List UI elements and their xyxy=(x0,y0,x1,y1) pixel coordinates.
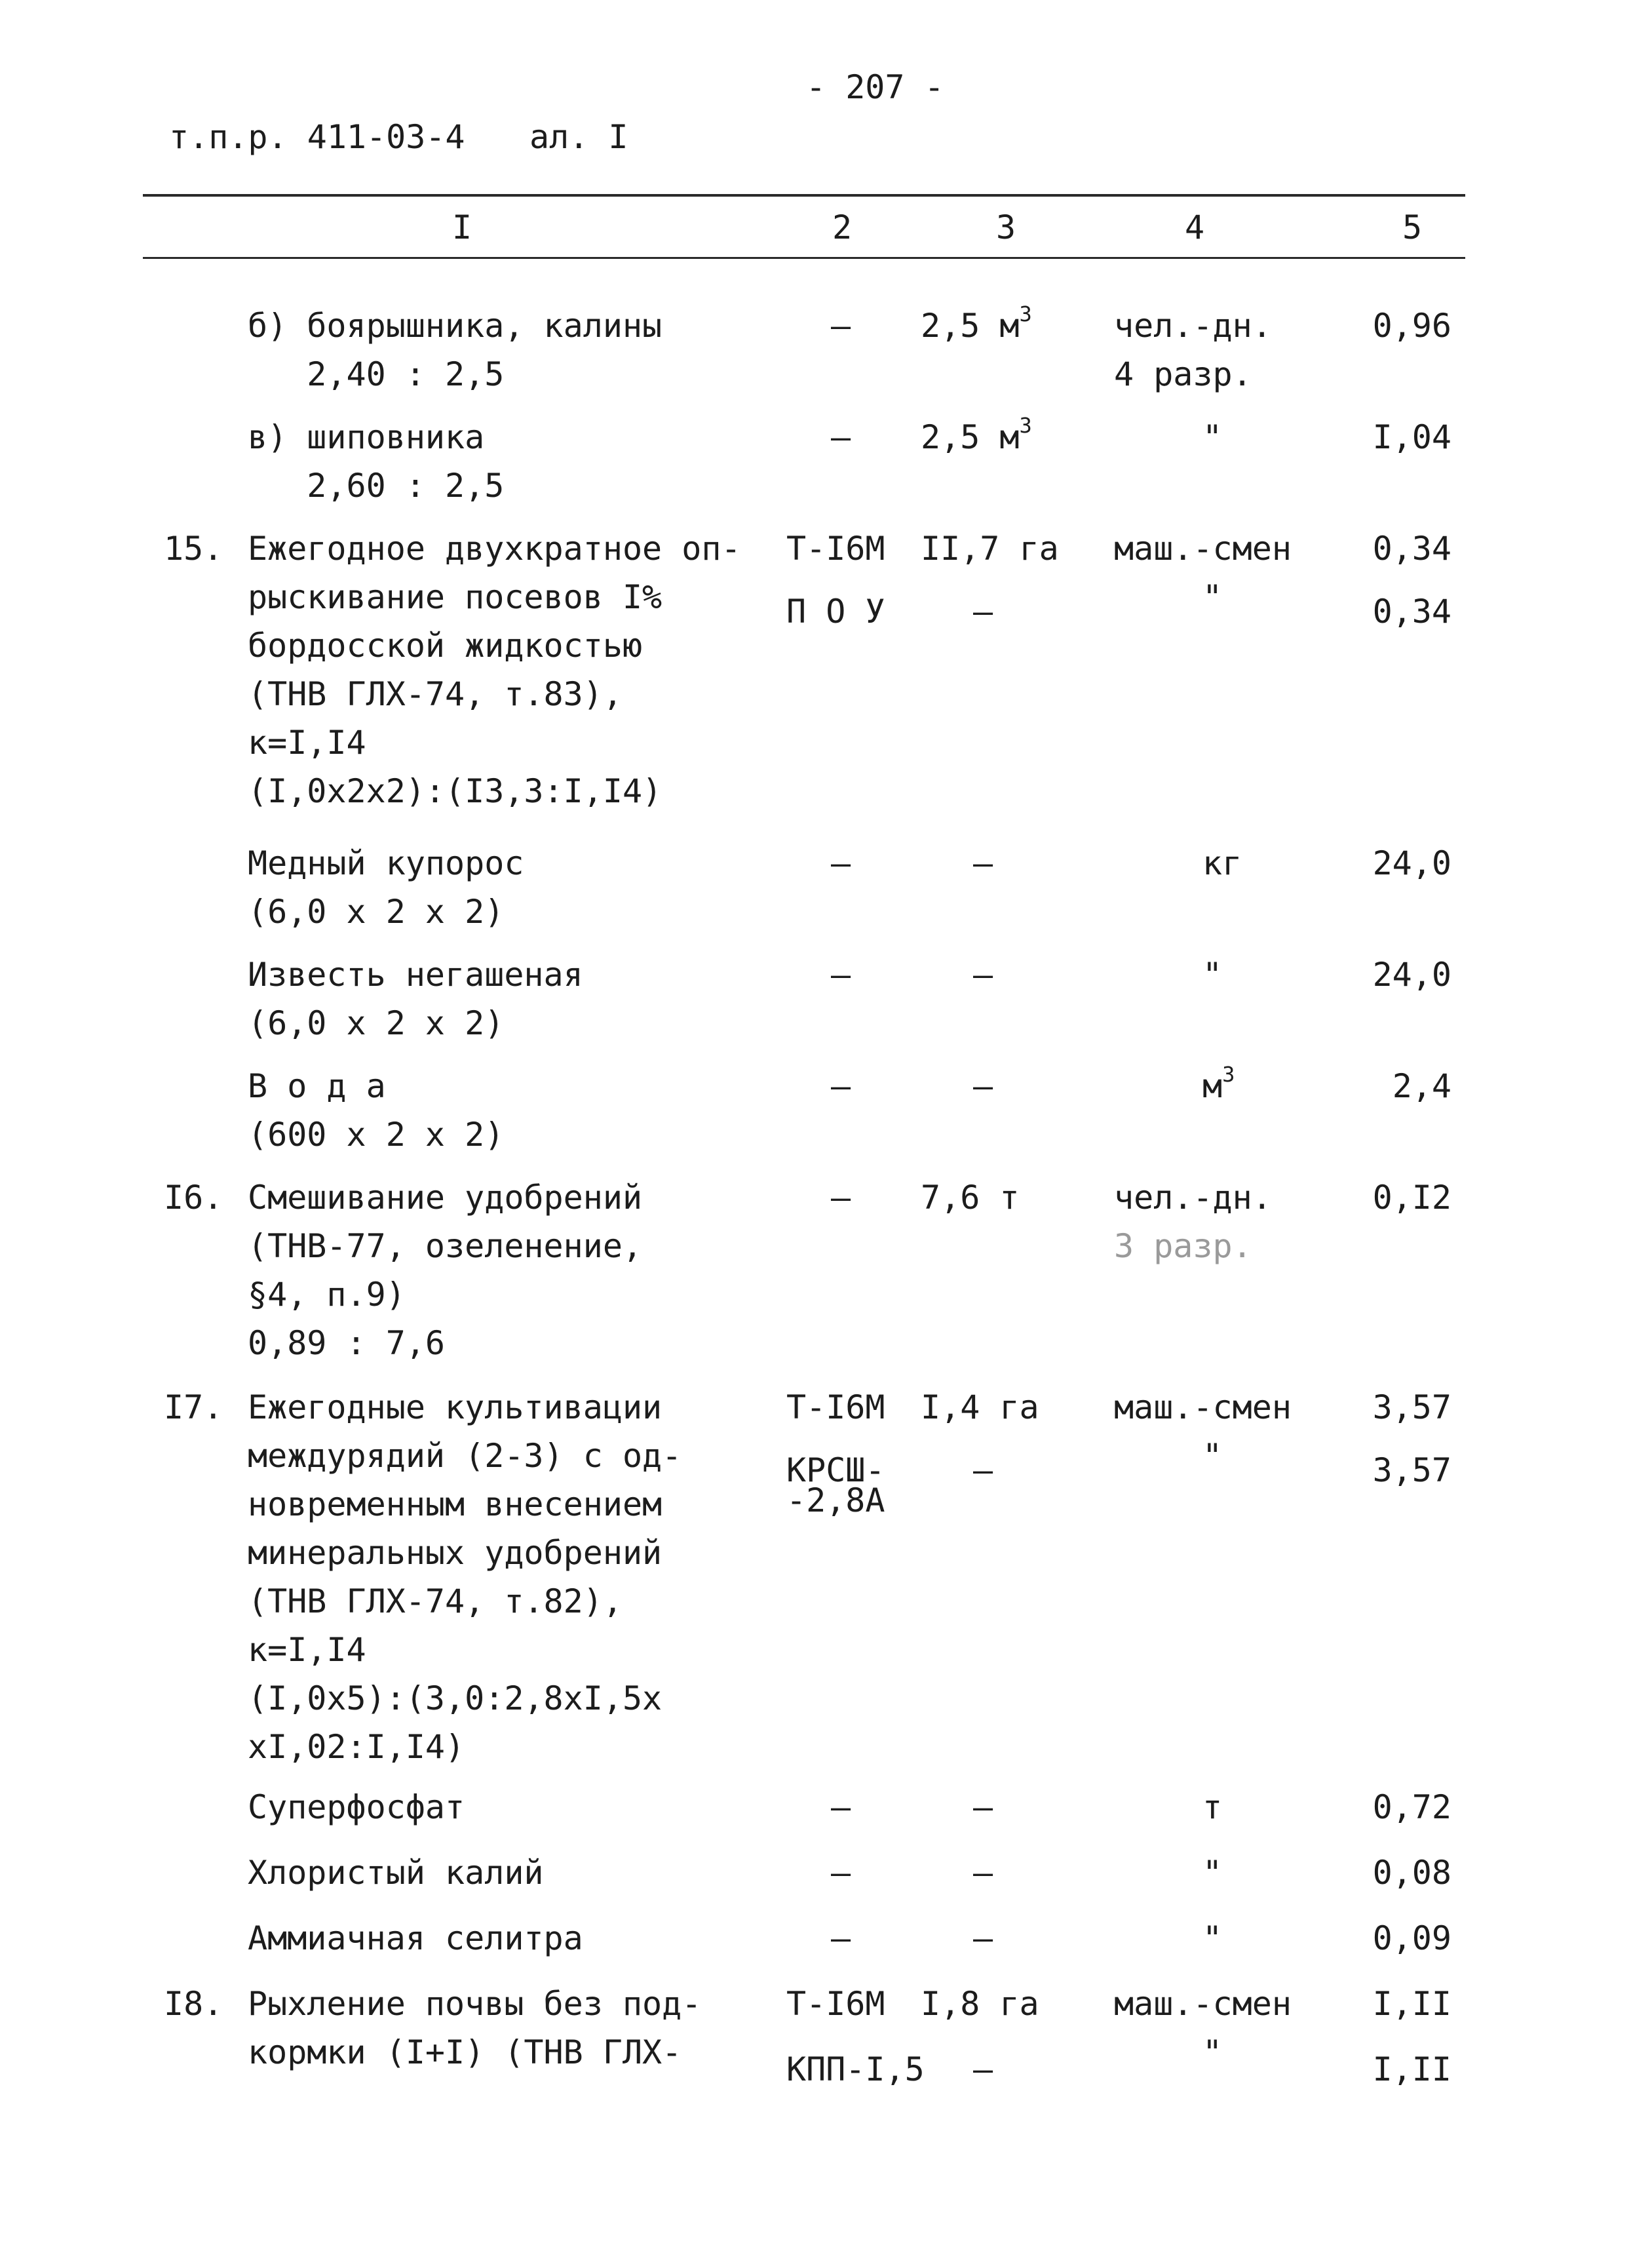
cell-col-4: $м^3$ xyxy=(1202,1062,1235,1105)
row-number: I8. xyxy=(164,1985,223,2023)
row-description-line: междурядий (2-3) с од- xyxy=(248,1437,682,1475)
superscript-3: 3 xyxy=(1019,413,1032,439)
row-description-line: (ТНВ ГЛХ-74, т.82), xyxy=(248,1582,623,1620)
column-header-4: 4 xyxy=(1185,208,1205,246)
cell-col-2: – xyxy=(831,1179,851,1217)
cell-col-5: 24,0 xyxy=(1372,956,1451,994)
cell-col-2: П О У xyxy=(786,593,885,631)
row-description-line: 0,89 : 7,6 xyxy=(248,1324,446,1362)
superscript-3: 3 xyxy=(1019,302,1032,327)
cell-col-3: – xyxy=(973,844,993,882)
row-description-line: В о д а xyxy=(248,1067,386,1105)
cell-col-2: КРСШ- xyxy=(786,1451,885,1489)
cell-col-4: кг xyxy=(1202,844,1242,882)
doc-reference: т.п.р. 411-03-4 xyxy=(169,118,465,156)
row-description-line: Ежегодные культивации xyxy=(248,1388,663,1426)
cell-col-3: I,4 га xyxy=(921,1388,1039,1426)
row-description-line: 2,60 : 2,5 xyxy=(248,467,505,505)
cell-col-3: – xyxy=(973,956,993,994)
cell-col-3: 2,5 $м^3$ xyxy=(921,302,1032,345)
row-description-line: к=I,I4 xyxy=(248,724,366,762)
row-description-line: Рыхление почвы без под- xyxy=(248,1985,702,2023)
row-description-line: (6,0 х 2 х 2) xyxy=(248,1004,505,1042)
row-description-line: к=I,I4 xyxy=(248,1631,366,1669)
cell-col-2: -2,8А xyxy=(786,1481,885,1519)
row-description-line: новременным внесением xyxy=(248,1485,663,1523)
cell-col-5: 0,I2 xyxy=(1372,1179,1451,1217)
cell-col-4: маш.-смен xyxy=(1114,1388,1292,1426)
row-description-line: Смешивание удобрений xyxy=(248,1179,643,1217)
row-number: I6. xyxy=(164,1179,223,1217)
row-description-line: Медный купорос xyxy=(248,844,524,882)
cell-col-3: II,7 га xyxy=(921,530,1059,568)
cell-col-4: " xyxy=(1202,2033,1223,2071)
cell-col-3: – xyxy=(973,1788,993,1826)
cell-col-2: – xyxy=(831,418,851,456)
column-header-1: I xyxy=(452,208,472,246)
cell-col-5: 0,34 xyxy=(1372,530,1451,568)
cell-col-5: 2,4 xyxy=(1392,1067,1451,1105)
table-top-rule xyxy=(143,194,1465,197)
cell-col-3: 2,5 $м^3$ xyxy=(921,413,1032,456)
cell-col-2: КПП-I,5 xyxy=(786,2050,925,2088)
row-description-line: Хлористый калий xyxy=(248,1854,544,1892)
cell-col-5: 0,34 xyxy=(1372,593,1451,631)
cell-col-4: " xyxy=(1202,418,1223,456)
row-description-line: Ежегодное двухкратное оп- xyxy=(248,530,741,568)
cell-col-5: 0,72 xyxy=(1372,1788,1451,1826)
column-header-2: 2 xyxy=(832,208,853,246)
cell-col-3: – xyxy=(973,2050,993,2088)
row-description-line: Аммиачная селитра xyxy=(248,1919,583,1957)
album-reference: ал. I xyxy=(529,118,628,156)
cell-col-2: – xyxy=(831,1788,851,1826)
row-description-line: бордосской жидкостью xyxy=(248,627,643,665)
row-description-line: (I,0х5):(3,0:2,8хI,5х xyxy=(248,1679,663,1717)
cell-col-4: 3 разр. xyxy=(1114,1227,1252,1265)
cell-col-5: I,II xyxy=(1372,1985,1451,2023)
cell-col-4: " xyxy=(1202,578,1223,616)
row-description-line: минеральных удобрений xyxy=(248,1534,663,1572)
cell-col-5: I,II xyxy=(1372,2050,1451,2088)
cell-col-4: чел.-дн. xyxy=(1114,1179,1272,1217)
superscript-3: 3 xyxy=(1222,1062,1235,1087)
cell-col-4: " xyxy=(1202,1437,1223,1475)
row-description-line: §4, п.9) xyxy=(248,1276,406,1314)
row-description-line: (6,0 х 2 х 2) xyxy=(248,893,505,931)
cell-col-4: " xyxy=(1202,1854,1223,1892)
cell-col-4: " xyxy=(1202,956,1223,994)
cell-col-3: I,8 га xyxy=(921,1985,1039,2023)
cell-col-4: т xyxy=(1202,1788,1223,1826)
cell-col-5: 3,57 xyxy=(1372,1388,1451,1426)
cell-col-2: – xyxy=(831,956,851,994)
cell-col-3: 7,6 т xyxy=(921,1179,1020,1217)
cell-col-2: – xyxy=(831,1067,851,1105)
row-number: 15. xyxy=(164,530,223,568)
cell-col-3: – xyxy=(973,593,993,631)
cell-col-4: маш.-смен xyxy=(1114,1985,1292,2023)
cell-col-2: Т-I6М xyxy=(786,1388,885,1426)
row-description-line: (I,0х2х2):(I3,3:I,I4) xyxy=(248,772,663,810)
row-number: I7. xyxy=(164,1388,223,1426)
row-description-line: хI,02:I,I4) xyxy=(248,1728,465,1766)
cell-col-4: " xyxy=(1202,1919,1223,1957)
page-number: - 207 - xyxy=(806,68,944,106)
row-description-line: 2,40 : 2,5 xyxy=(248,355,505,393)
cell-col-4: 4 разр. xyxy=(1114,355,1252,393)
row-description-line: (600 х 2 х 2) xyxy=(248,1116,505,1154)
cell-col-3: – xyxy=(973,1919,993,1957)
cell-col-4: чел.-дн. xyxy=(1114,307,1272,345)
row-description-line: рыскивание посевов I% xyxy=(248,578,663,616)
cell-col-3: – xyxy=(973,1854,993,1892)
cell-col-2: – xyxy=(831,307,851,345)
cell-col-3: – xyxy=(973,1067,993,1105)
cell-col-5: 0,96 xyxy=(1372,307,1451,345)
row-description-line: (ТНВ ГЛХ-74, т.83), xyxy=(248,675,623,713)
row-description-line: кормки (I+I) (ТНВ ГЛХ- xyxy=(248,2033,682,2071)
row-description-line: (ТНВ-77, озеленение, xyxy=(248,1227,643,1265)
row-description-line: в) шиповника xyxy=(248,418,485,456)
row-description-line: Известь негашеная xyxy=(248,956,583,994)
cell-col-2: Т-I6М xyxy=(786,530,885,568)
cell-col-3: – xyxy=(973,1451,993,1489)
cell-col-2: – xyxy=(831,1919,851,1957)
column-header-3: 3 xyxy=(996,208,1016,246)
table-header-rule xyxy=(143,257,1465,259)
cell-col-5: 0,08 xyxy=(1372,1854,1451,1892)
cell-col-2: – xyxy=(831,844,851,882)
cell-col-5: I,04 xyxy=(1372,418,1451,456)
column-header-5: 5 xyxy=(1402,208,1423,246)
row-description-line: б) боярышника, калины xyxy=(248,307,663,345)
cell-col-2: Т-I6М xyxy=(786,1985,885,2023)
cell-col-4: маш.-смен xyxy=(1114,530,1292,568)
cell-col-2: – xyxy=(831,1854,851,1892)
cell-col-5: 24,0 xyxy=(1372,844,1451,882)
cell-col-5: 0,09 xyxy=(1372,1919,1451,1957)
cell-col-5: 3,57 xyxy=(1372,1451,1451,1489)
row-description-line: Суперфосфат xyxy=(248,1788,465,1826)
